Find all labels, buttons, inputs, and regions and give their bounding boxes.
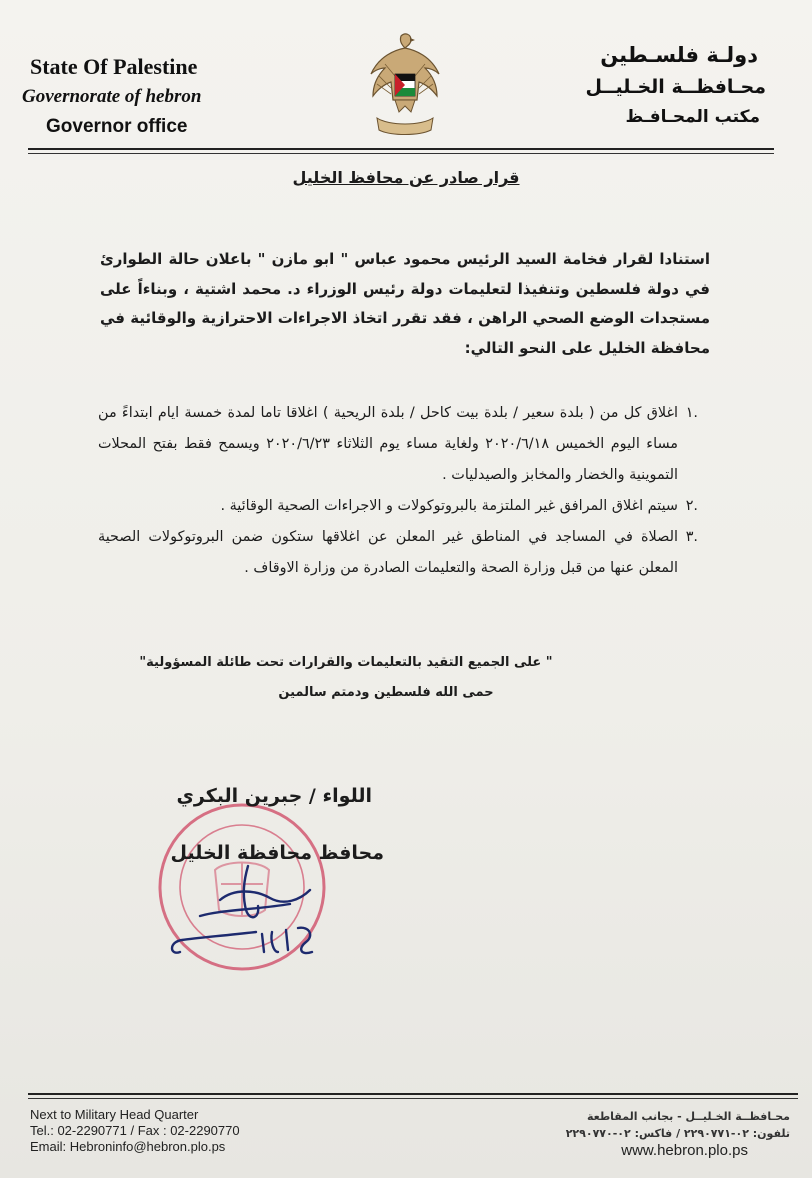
item-number: .٣ xyxy=(685,529,698,545)
decision-item xyxy=(98,491,698,522)
decision-item xyxy=(98,398,698,491)
english-letterhead xyxy=(22,52,262,142)
footer-address-ar: محـافظــة الخـليــل - بجانب المقاطعة xyxy=(586,1110,790,1123)
decision-items xyxy=(98,398,698,584)
governorate-name-ar: محـافظــة الخـليــل xyxy=(585,76,766,98)
decision-item xyxy=(98,522,698,584)
footer-phone-ar: تلفون: ٠٢-٢٢٩٠٧٧١ / فاكس: ٠٢-٢٢٩٠٧٧٠ xyxy=(565,1127,790,1140)
footer-email-en: Email: Hebroninfo@hebron.plo.ps xyxy=(30,1139,226,1154)
decision-title: قرار صادر عن محافظ الخليل xyxy=(292,168,520,187)
item-text: اغلاق كل من ( بلدة سعير / بلدة بيت كاحل / بلدة الريحية ) اغلاقا تاما لمدة خمسة ايام ابتداءً من مساء اليوم الخميس ٢٠٢٠/٦/١٨ ولغاية مساء يوم الثلاثاء ٢٠٢٠/٦/٢٣ ويسمح فقط بفتح المحلات التموينية والخضار والمخابز والصيدليات . xyxy=(98,405,678,483)
footer-address-en: Next to Military Head Quarter xyxy=(30,1107,199,1122)
footer-divider-thin xyxy=(28,1098,798,1099)
item-text: الصلاة في المساجد في المناطق غير المعلن عن اغلاقها ستكون ضمن البروتوكولات الصحية المعلن عنها من قبل وزارة الصحة والتعليمات الصادرة من وزارة الاوقاف . xyxy=(98,529,678,576)
item-text: سيتم اغلاق المرافق غير الملتزمة بالبروتوكولات و الاجراءات الصحية الوقائية . xyxy=(220,498,678,514)
footer-contact-en xyxy=(30,1107,240,1155)
header-divider xyxy=(28,148,774,150)
governorate-name-en: Governorate of hebron xyxy=(22,86,202,107)
footer-contact-ar xyxy=(530,1108,790,1159)
item-number: .١ xyxy=(685,405,698,421)
item-number: .٢ xyxy=(685,498,698,514)
office-name-en: Governor office xyxy=(46,116,188,137)
closing-block xyxy=(0,648,812,708)
closing-blessing: حمى الله فلسطين ودمتم سالمين xyxy=(278,685,494,700)
office-name-ar: مكتب المحـافـظ xyxy=(625,107,760,127)
signatory-name: اللواء / جبرين البكري xyxy=(176,785,372,807)
closing-notice: " على الجميع التقيد بالتعليمات والقرارات تحت طائلة المسؤولية" xyxy=(139,655,553,670)
intro-paragraph: استنادا لقرار فخامة السيد الرئيس محمود عباس " ابو مازن " باعلان حالة الطوارئ في دولة فلسطين وتنفيذا لتعليمات دولة رئيس الوزراء د. محمد اشتية ، وبناءاً على مستجدات الوضع الصحي الراهن ، فقد تقرر اتخاذ الاجراءات الاحترازية والوقائية في محافظة الخليل على النحو التالي: xyxy=(100,250,710,357)
palestine-eagle-emblem xyxy=(365,30,445,142)
arabic-letterhead xyxy=(546,38,766,132)
header-divider-thin xyxy=(28,153,774,154)
state-name-en: State Of Palestine xyxy=(30,54,198,79)
footer-phone-en: Tel.: 02-2290771 / Fax : 02-2290770 xyxy=(30,1123,240,1138)
signatory-title: محافظ محافظة الخليل xyxy=(170,842,384,864)
state-name-ar: دولـة فلسـطين xyxy=(600,43,758,67)
handwritten-signature xyxy=(160,860,330,970)
footer-website: www.hebron.plo.ps xyxy=(621,1142,748,1159)
footer-divider xyxy=(28,1093,798,1095)
